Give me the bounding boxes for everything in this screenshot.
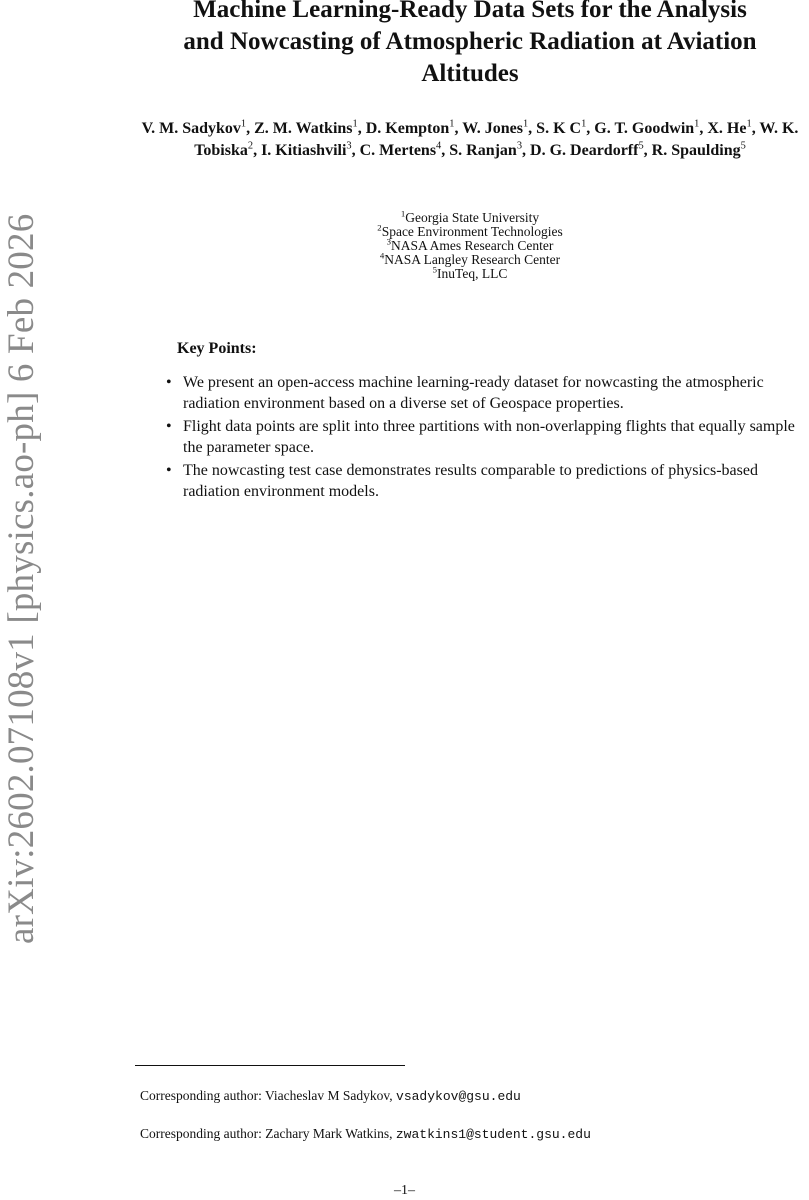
affiliation-name: Georgia State University xyxy=(405,210,540,225)
affiliation-number: 3 xyxy=(386,236,392,247)
affiliation-marker: 1 xyxy=(352,118,358,130)
bullet-icon: • xyxy=(166,418,172,435)
key-point-text: The nowcasting test case demonstrates results comparable to predictions of physics-based radiation environment models. xyxy=(183,462,758,500)
author xyxy=(142,120,247,137)
author-name: S. K C xyxy=(536,120,582,137)
key-point-text: We present an open-access machine learning-ready dataset for nowcasting the atmospheric radiation environment based on a diverse set of Geospace properties. xyxy=(183,374,764,412)
bullet-icon: • xyxy=(166,462,172,479)
author-list: V. M. Sadykov$^1$, Z. M. Watkins$^1$, D. Kempton$^1$, W. Jones$^1$, S. K $C^1$, G. T. Goodwin$^1$, X. He$^1$, W. K. Tobiska$^2$, I. Kitiashvili$^3$, C. Mertens$^4$, S. Ranjan$^3$, D. G. Deardorff$^5$, R. Spaulding$^5$ xyxy=(141,118,799,159)
author-name: D. Kempton xyxy=(365,120,450,137)
author xyxy=(462,120,528,137)
affiliation-marker: 4 xyxy=(436,140,442,152)
affiliation-marker: 5 xyxy=(638,140,644,152)
page-number: –1– xyxy=(394,1183,415,1198)
affiliation-marker: 1 xyxy=(240,118,247,130)
affiliation-marker: 3 xyxy=(346,140,352,152)
affiliation-marker: 5 xyxy=(740,140,746,152)
arxiv-identifier: arXiv:2602.07108v1 [physics.ao-ph] 6 Feb 2026 xyxy=(1,213,42,944)
affiliation-number: 4 xyxy=(379,250,385,261)
author-name: D. G. Deardorff xyxy=(530,142,639,159)
key-points-heading: Key Points: xyxy=(177,340,257,357)
author-name: X. He xyxy=(707,120,747,137)
affiliation-list xyxy=(135,208,805,281)
affiliation-marker: 1 xyxy=(581,118,587,130)
author xyxy=(652,142,746,159)
author-name: S. Ranjan xyxy=(449,142,517,159)
bullet-icon: • xyxy=(166,374,172,391)
author xyxy=(366,120,455,137)
affiliation xyxy=(135,264,805,281)
affiliation xyxy=(135,208,805,225)
affiliation-marker: 2 xyxy=(247,140,254,152)
affiliation-name: NASA Langley Research Center xyxy=(384,252,561,267)
title-line: Altitudes xyxy=(421,60,519,87)
paper-title xyxy=(135,0,805,90)
author-name: G. T. Goodwin xyxy=(594,120,695,137)
affiliation xyxy=(135,222,805,239)
key-point-text: Flight data points are split into three partitions with non-overlapping flights that equally sample the parameter space. xyxy=(183,418,795,456)
affiliation-marker: 1 xyxy=(746,118,752,130)
author-name: V. M. Sadykov xyxy=(141,120,241,137)
key-points-list xyxy=(160,372,795,504)
key-point xyxy=(160,460,795,502)
key-point xyxy=(160,372,795,414)
author xyxy=(536,120,586,137)
author xyxy=(254,120,358,137)
author xyxy=(360,142,442,159)
affiliation-marker: 1 xyxy=(694,118,700,130)
author-email-link[interactable]: vsadykov@gsu.edu xyxy=(396,1089,521,1104)
affiliation-number: 1 xyxy=(400,208,406,219)
author-email-link[interactable]: zwatkins1@student.gsu.edu xyxy=(395,1127,591,1142)
author-name: C. Mertens xyxy=(359,142,437,159)
affiliation-marker: 3 xyxy=(516,140,523,152)
affiliation-number: 5 xyxy=(432,264,438,275)
footnote-label: Corresponding author: Zachary Mark Watkins, xyxy=(140,1126,393,1141)
author xyxy=(261,142,352,159)
key-point xyxy=(160,416,795,458)
affiliation xyxy=(135,236,805,253)
title-line: Machine Learning-Ready Data Sets for the Analysis xyxy=(193,0,747,23)
affiliation-name: InuTeq, LLC xyxy=(437,266,508,281)
footnote-label: Corresponding author: Viacheslav M Sadykov, xyxy=(140,1088,393,1103)
affiliation-marker: 1 xyxy=(522,118,529,130)
author-name: Z. M. Watkins xyxy=(254,120,353,137)
author-name: I. Kitiashvili xyxy=(261,142,347,159)
author-name: R. Spaulding xyxy=(651,142,741,159)
affiliation-number: 2 xyxy=(377,222,382,233)
author xyxy=(449,142,522,159)
affiliation-name: Space Environment Technologies xyxy=(381,224,563,239)
footnote-corresponding-author xyxy=(140,1126,591,1142)
footnote-corresponding-author xyxy=(140,1088,521,1104)
author xyxy=(707,120,751,137)
title-line: and Nowcasting of Atmospheric Radiation at Aviation xyxy=(183,28,757,55)
affiliation-name: NASA Ames Research Center xyxy=(391,238,554,253)
footnote-rule xyxy=(135,1065,405,1066)
affiliation xyxy=(135,250,805,267)
author-name: W. K. Tobiska xyxy=(194,120,799,159)
author xyxy=(530,142,644,159)
author-name: W. Jones xyxy=(462,120,523,137)
affiliation-marker: 1 xyxy=(449,118,455,130)
author xyxy=(594,120,699,137)
